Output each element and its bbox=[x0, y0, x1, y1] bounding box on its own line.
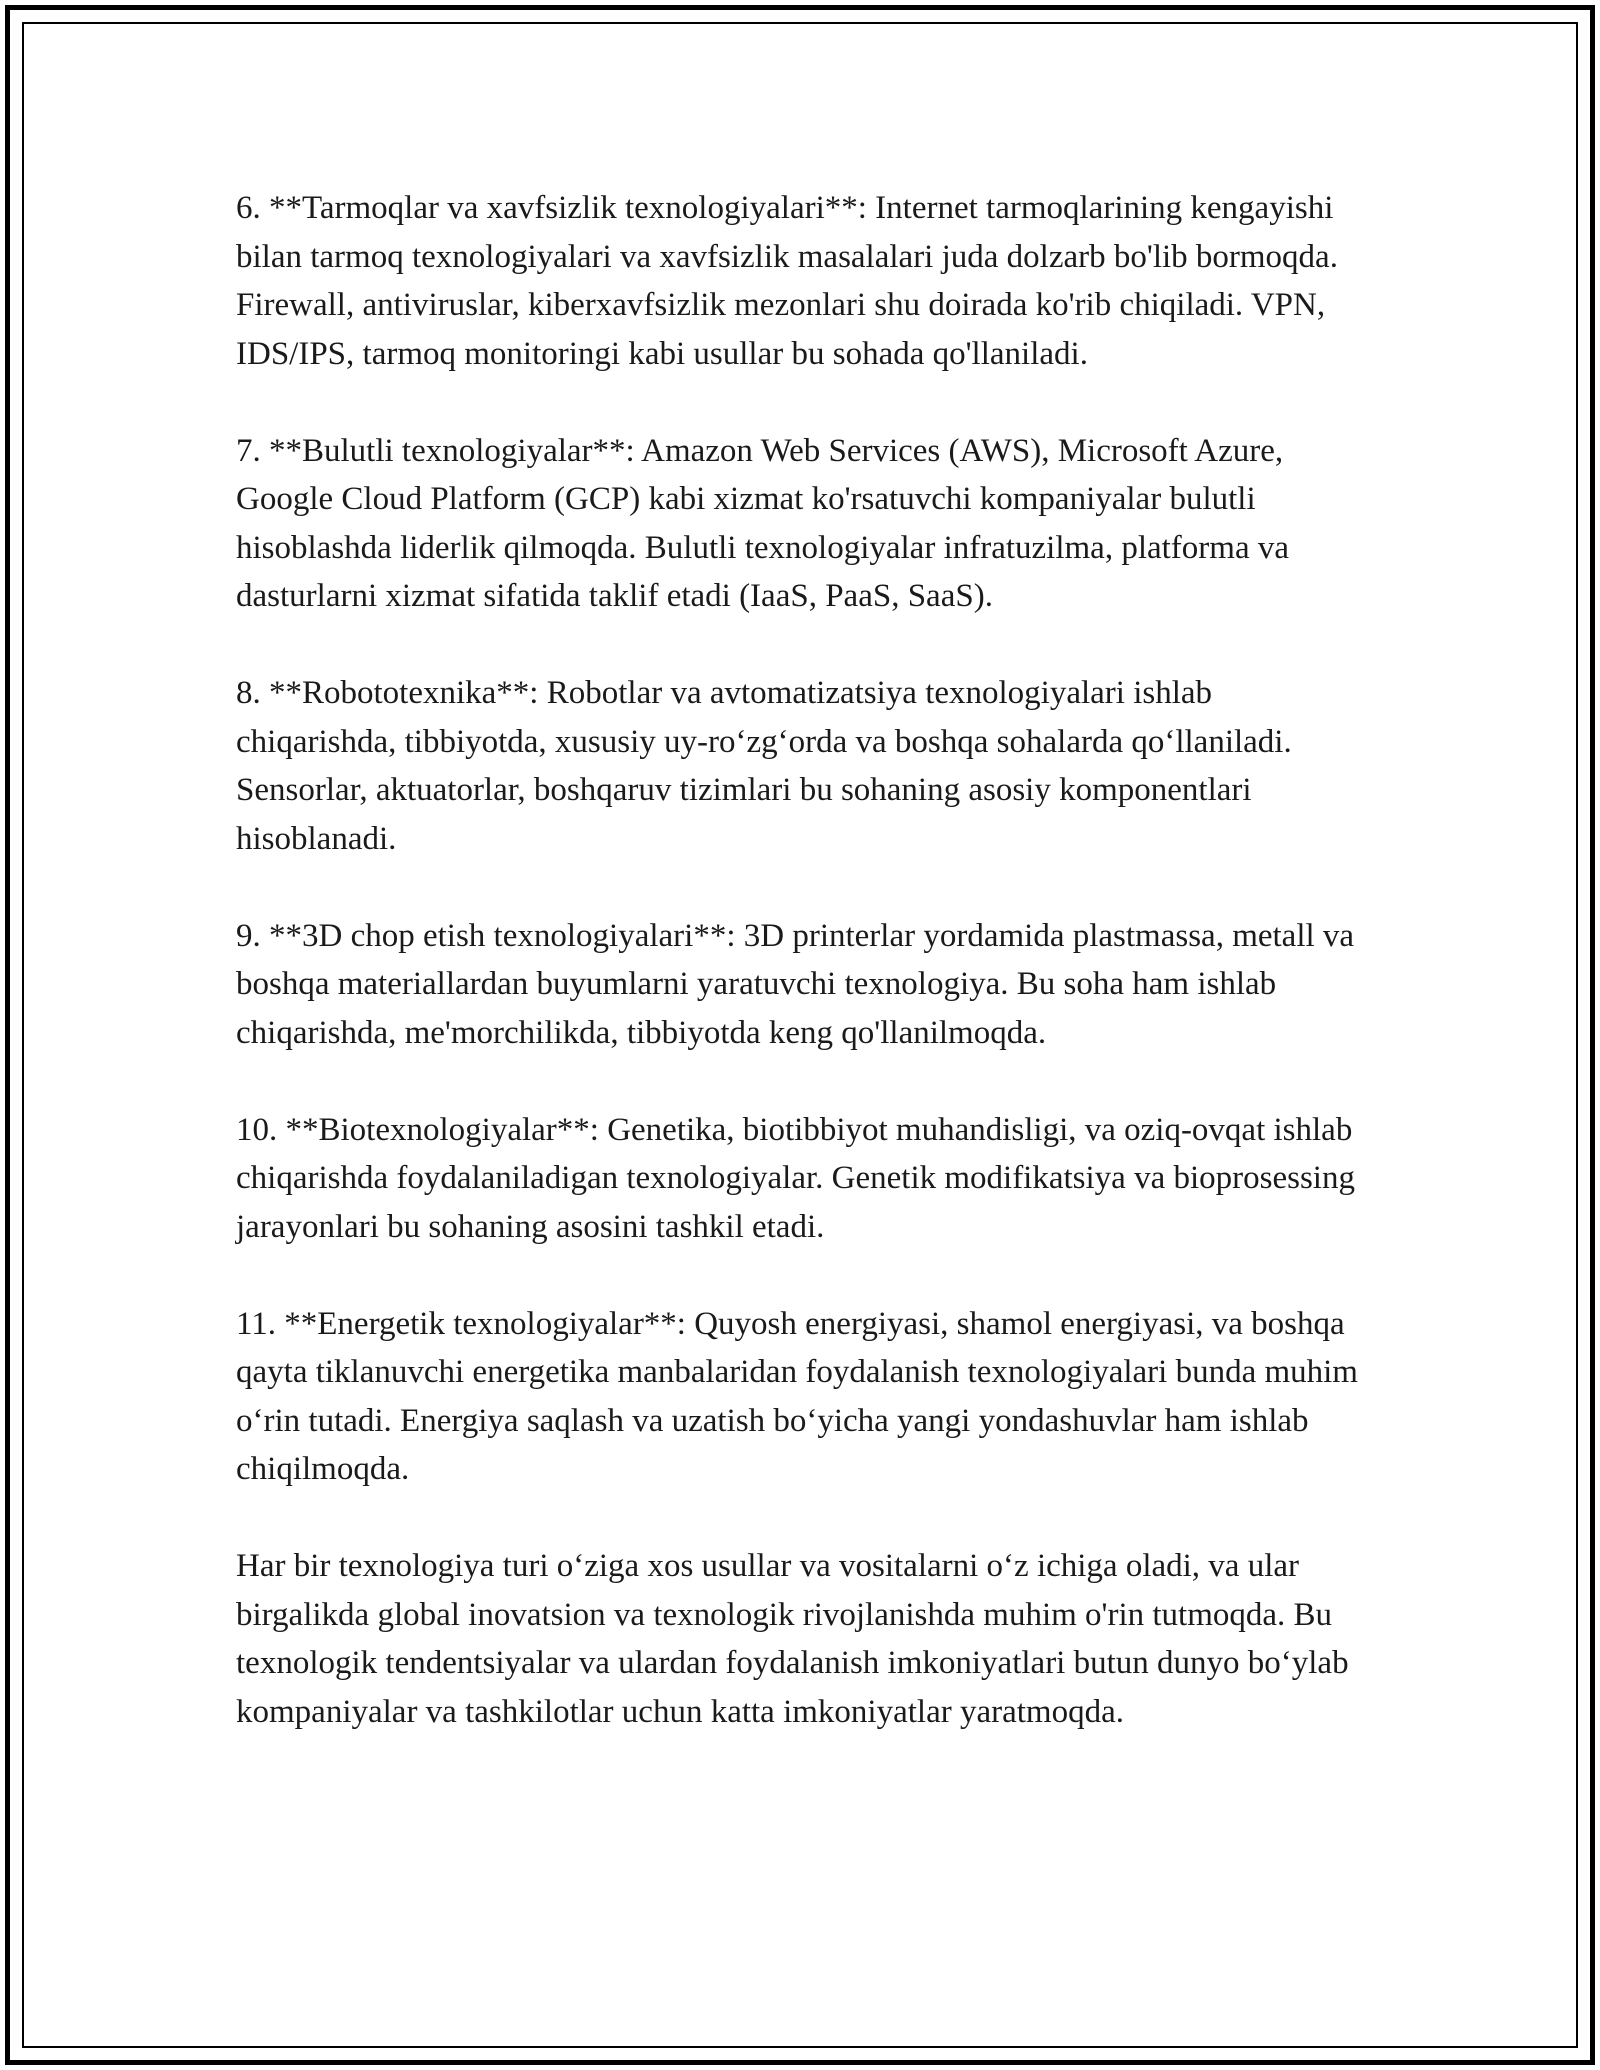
paragraph-3d-printing: 9. **3D chop etish texnologiyalari**: 3D printerlar yordamida plastmassa, metall va boshqa materiallardan buyumlarni yaratuvchi texnologiya. Bu soha ham ishlab chiqarishda, me'morchilikda, tibbiyotda keng qo'llanilmoqda. bbox=[236, 917, 1355, 1051]
paragraph-conclusion: Har bir texnologiya turi o‘ziga xos usullar va vositalarni o‘z ichiga oladi, va ular birgalikda global inovatsion va texnologik rivojlanishda muhim o'rin tutmoqda. Bu texnologik tendentsiyalar va ulardan foydalanish imkoniyatlari butun dunyo bo‘ylab kompaniyalar va tashkilotlar uchun katta imkoniyatlar yaratmoqda. bbox=[236, 1548, 1349, 1730]
paragraph-cloud-technologies: 7. **Bulutli texnologiyalar**: Amazon Web Services (AWS), Microsoft Azure, Google Cloud Platform (GCP) kabi xizmat ko'rsatuvchi kompaniyalar bulutli hisoblashda liderlik qilmoqda. Bulutli texnologiyalar infratuzilma, platforma va dasturlarni xizmat sifatida taklif etadi (IaaS, PaaS, SaaS). bbox=[236, 432, 1290, 614]
paragraph-robotics: 8. **Robototexnika**: Robotlar va avtomatizatsiya texnologiyalari ishlab chiqarishda, tibbiyotda, xususiy uy-ro‘zg‘orda va boshqa sohalarda qo‘llaniladi. Sensorlar, aktuatorlar, boshqaruv tizimlari bu sohaning asosiy komponentlari hisoblanadi. bbox=[236, 675, 1292, 857]
paragraph-networks-security: 6. **Tarmoqlar va xavfsizlik texnologiyalari**: Internet tarmoqlarining kengayishi bilan tarmoq texnologiyalari va xavfsizlik masalalari juda dolzarb bo'lib bormoqda. Firewall, antiviruslar, kiberxavfsizlik mezonlari shu doirada ko'rib chiqiladi. VPN, IDS/IPS, tarmoq monitoringi kabi usullar bu sohada qo'llaniladi. bbox=[236, 190, 1338, 372]
paragraph-energy-technologies: 11. **Energetik texnologiyalar**: Quyosh energiyasi, shamol energiyasi, va boshqa qayta tiklanuvchi energetika manbalaridan foydalanish texnologiyalari bunda muhim o‘rin tutadi. Energiya saqlash va uzatish bo‘yicha yangi yondashuvlar ham ishlab chiqilmoqda. bbox=[236, 1305, 1358, 1487]
paragraph-biotechnologies: 10. **Biotexnologiyalar**: Genetika, biotibbiyot muhandisligi, va oziq-ovqat ishlab chiqarishda foydalaniladigan texnologiyalar. Genetik modifikatsiya va bioprosessing jarayonlari bu sohaning asosini tashkil etadi. bbox=[236, 1111, 1355, 1245]
document-body bbox=[236, 184, 1380, 1785]
